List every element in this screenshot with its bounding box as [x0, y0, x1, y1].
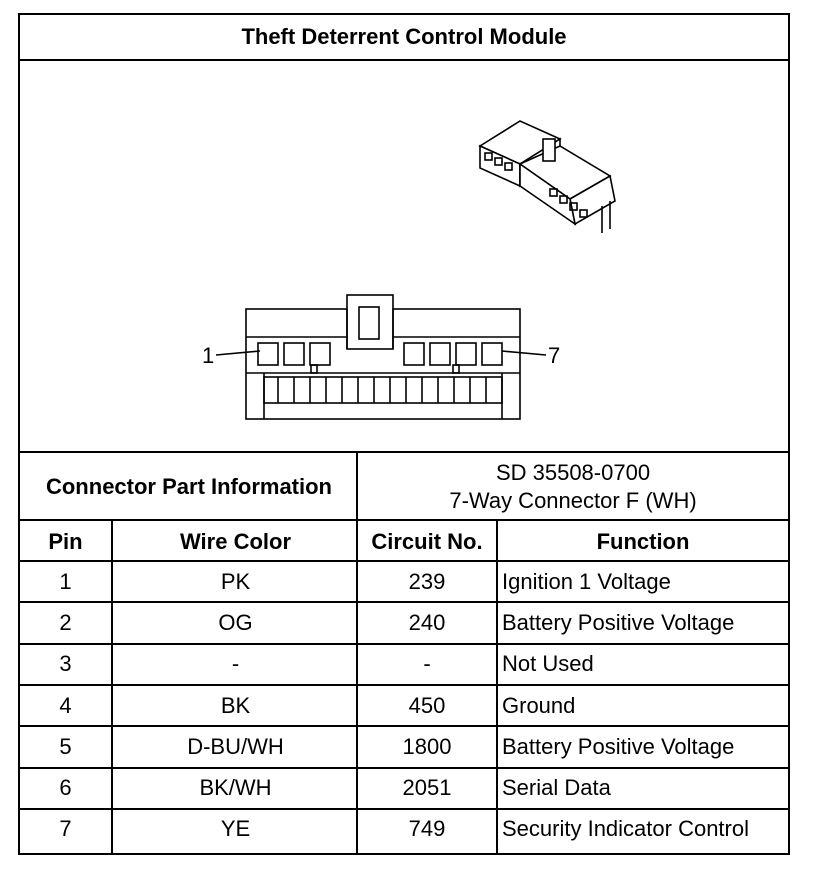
function-cell: Ground	[502, 692, 576, 718]
wire-color-cell: -	[231, 651, 240, 677]
pin-cell: 2	[59, 609, 72, 635]
connector-diagram	[20, 61, 788, 451]
function-cell: Battery Positive Voltage	[502, 609, 735, 635]
connector-front-view	[216, 295, 546, 419]
part-number: SD 35508-0700	[495, 460, 651, 485]
pin-cell: 4	[59, 692, 72, 718]
function-cell: Serial Data	[502, 775, 611, 801]
wire-color-cell: D-BU/WH	[187, 733, 284, 759]
wire-color-cell: PK	[220, 568, 251, 594]
circuit-cell: 1800	[402, 733, 452, 759]
function-cell: Not Used	[502, 651, 594, 677]
circuit-cell: 450	[408, 692, 446, 718]
circuit-cell: 240	[408, 609, 446, 635]
pin-cell: 6	[59, 775, 72, 801]
connector-figure	[20, 61, 788, 453]
circuit-cell: -	[423, 651, 431, 677]
module-title: Theft Deterrent Control Module	[20, 15, 788, 61]
circuit-cell: 749	[408, 816, 446, 842]
connector-isometric-illustration	[480, 121, 615, 233]
wire-color-cell: YE	[220, 816, 251, 842]
function-cell: Security Indicator Control	[502, 816, 749, 842]
col-header-circuit: Circuit No.	[371, 528, 483, 554]
connector-info-value	[358, 453, 788, 521]
pin-cell: 1	[59, 568, 72, 594]
connector-description: 7-Way Connector F (WH)	[449, 488, 697, 513]
wire-color-cell: BK	[220, 692, 251, 718]
wire-color-cell: BK/WH	[199, 775, 272, 801]
pin-1-label: 1	[202, 343, 215, 368]
circuit-cell: 239	[408, 568, 446, 594]
pin-cell: 7	[59, 816, 72, 842]
pin-cell: 3	[59, 651, 72, 677]
function-cell: Ignition 1 Voltage	[502, 568, 671, 594]
circuit-cell: 2051	[402, 775, 452, 801]
pin-7-label: 7	[548, 343, 561, 368]
connector-document	[18, 13, 790, 855]
connector-info-label: Connector Part Information	[45, 474, 332, 499]
col-header-function: Function	[596, 528, 690, 554]
col-header-pin: Pin	[48, 528, 83, 554]
pin-cell: 5	[59, 733, 72, 759]
col-header-wire-color: Wire Color	[179, 528, 292, 554]
wire-color-cell: OG	[218, 609, 253, 635]
function-cell: Battery Positive Voltage	[502, 733, 735, 759]
